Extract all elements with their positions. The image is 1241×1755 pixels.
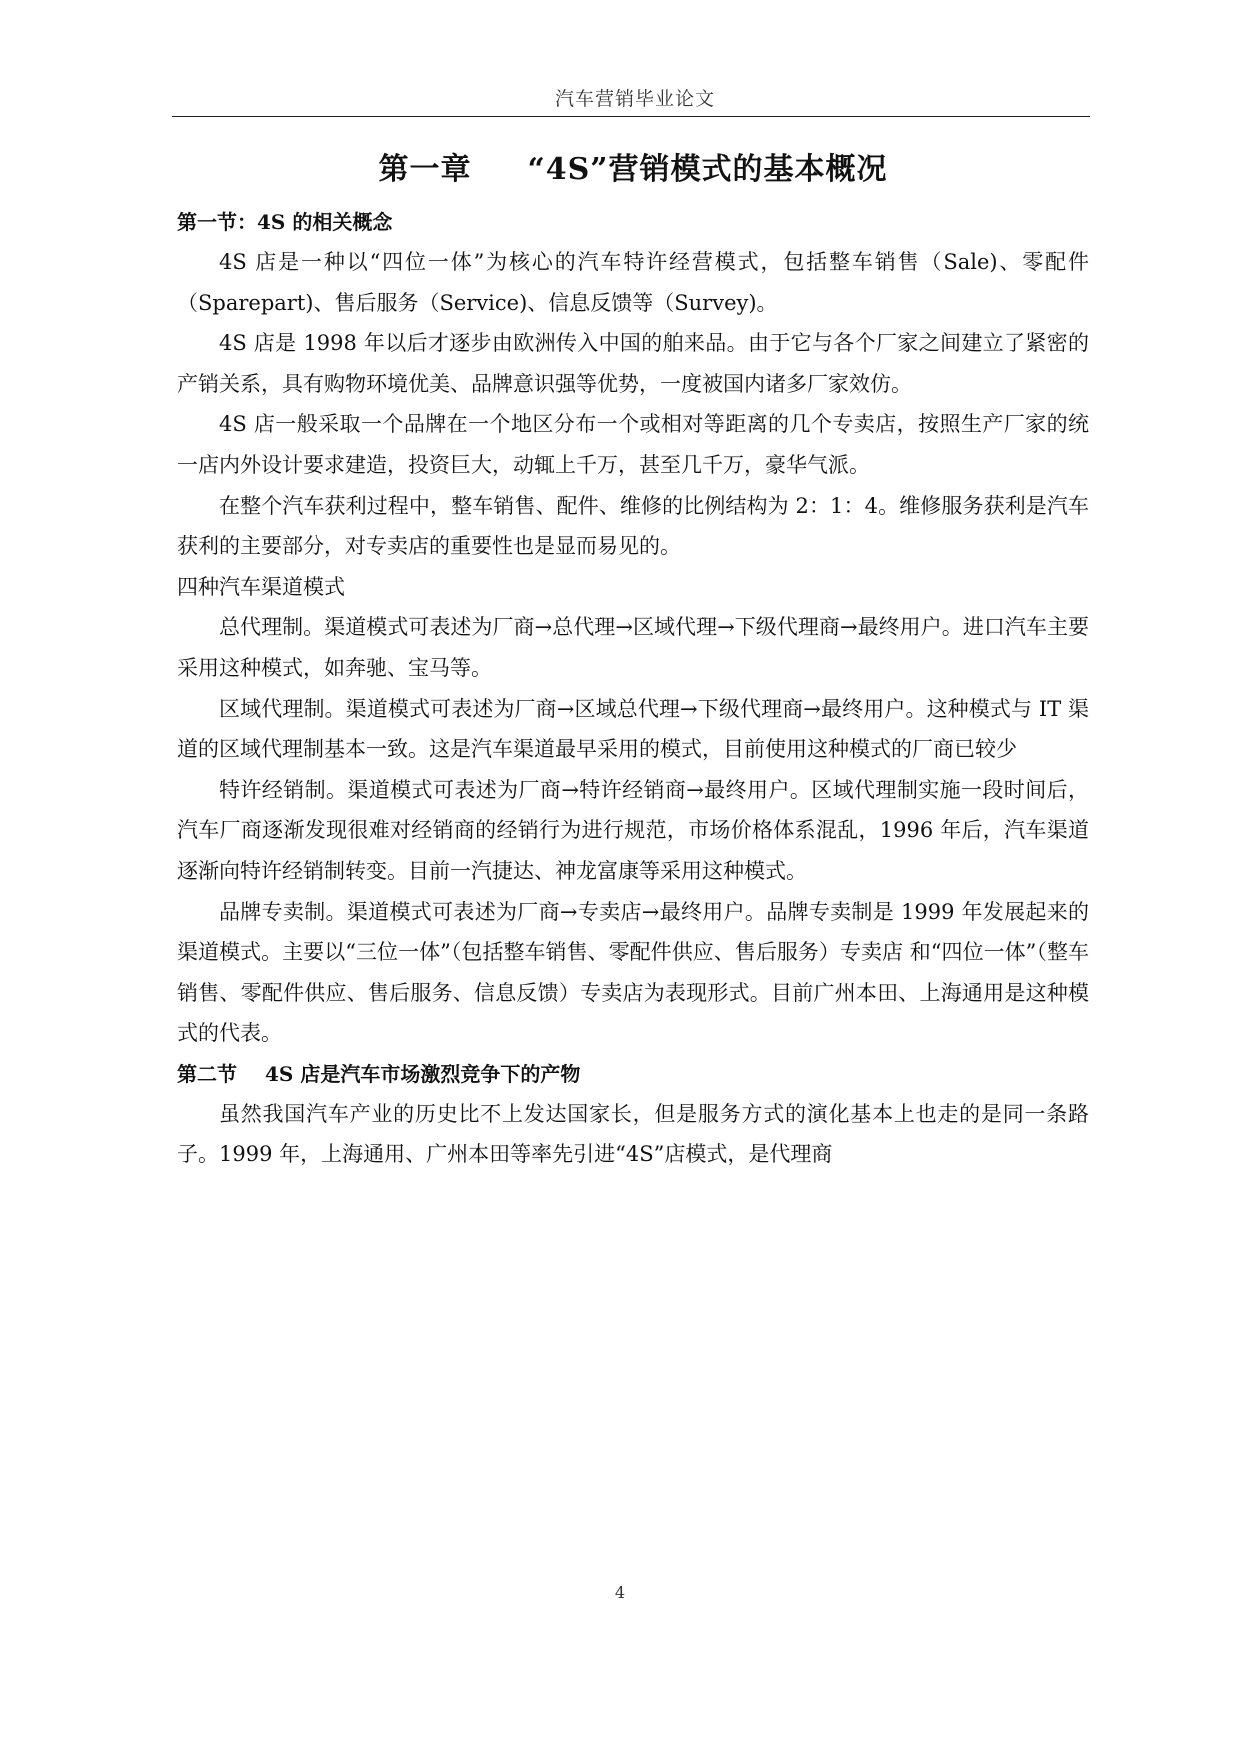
section-2-heading — [177, 1054, 1089, 1094]
paragraph-competition: 虽然我国汽车产业的历史比不上发达国家长，但是服务方式的演化基本上也走的是同一条路子。1999 年，上海通用、广州本田等率先引进“4S”店模式，是代理商 — [177, 1101, 1089, 1167]
paragraph-profit-ratio: 在整个汽车获利过程中，整车销售、配件、维修的比例结构为 2：1：4。维修服务获利是汽车获利的主要部分，对专卖店的重要性也是显而易见的。 — [177, 493, 1089, 559]
paragraph-4s-layout: 4S 店一般采取一个品牌在一个地区分布一个或相对等距离的几个专卖店，按照生产厂家的统一店内外设计要求建造，投资巨大，动辄上千万，甚至几千万，豪华气派。 — [177, 412, 1089, 477]
document-body — [177, 148, 1089, 1175]
section-1-heading: 第一节：4S 的相关概念 — [177, 210, 393, 234]
chapter-number: 第一章 — [378, 152, 472, 187]
chapter-title: “4S”营销模式的基本概况 — [527, 152, 888, 187]
paragraph-franchise-dealer: 特许经销制。渠道模式可表述为厂商→特许经销商→最终用户。区域代理制实施一段时间后，汽车厂商逐渐发现很难对经销商的经销行为进行规范，市场价格体系混乱，1996 年后，汽车渠道逐渐向特许经销制转变。目前一汽捷达、神龙富康等采用这种模式。 — [177, 777, 1089, 883]
paragraph-4s-origin: 4S 店是 1998 年以后才逐步由欧洲传入中国的舶来品。由于它与各个厂家之间建立了紧密的产销关系，具有购物环境优美、品牌意识强等优势，一度被国内诸多厂家效仿。 — [177, 331, 1089, 396]
paragraph-general-agency: 总代理制。渠道模式可表述为厂商→总代理→区域代理→下级代理商→最终用户。进口汽车主要采用这种模式，如奔驰、宝马等。 — [177, 615, 1089, 680]
section-2-number: 第二节 — [177, 1061, 237, 1086]
paragraph-4s-definition: 4S 店是一种以“四位一体”为核心的汽车特许经营模式，包括整车销售（Sale)、零配件（Sparepart)、售后服务（Service)、信息反馈等（Survey)。 — [177, 250, 1089, 315]
paragraph-brand-exclusive: 品牌专卖制。渠道模式可表述为厂商→专卖店→最终用户。品牌专卖制是 1999 年发展起来的渠道模式。主要以“三位一体”（包括整车销售、零配件供应、售后服务）专卖店 和“四位一体”（整车销售、零配件供应、售后服务、信息反馈）专卖店为表现形式。目前广州本田、上海通用是这种模式的代表。 — [177, 899, 1089, 1046]
chapter-heading — [177, 148, 1089, 192]
running-header: 汽车营销毕业论文 — [554, 88, 715, 110]
paragraph-regional-agency: 区域代理制。渠道模式可表述为厂商→区域总代理→下级代理商→最终用户。这种模式与 IT 渠道的区域代理制基本一致。这是汽车渠道最早采用的模式，目前使用这种模式的厂商已较少 — [177, 696, 1089, 762]
page-number: 4 — [614, 1583, 626, 1602]
header-divider — [172, 116, 1090, 117]
section-2-title: 4S 店是汽车市场激烈竞争下的产物 — [265, 1061, 581, 1086]
channel-modes-subheading: 四种汽车渠道模式 — [177, 574, 345, 599]
